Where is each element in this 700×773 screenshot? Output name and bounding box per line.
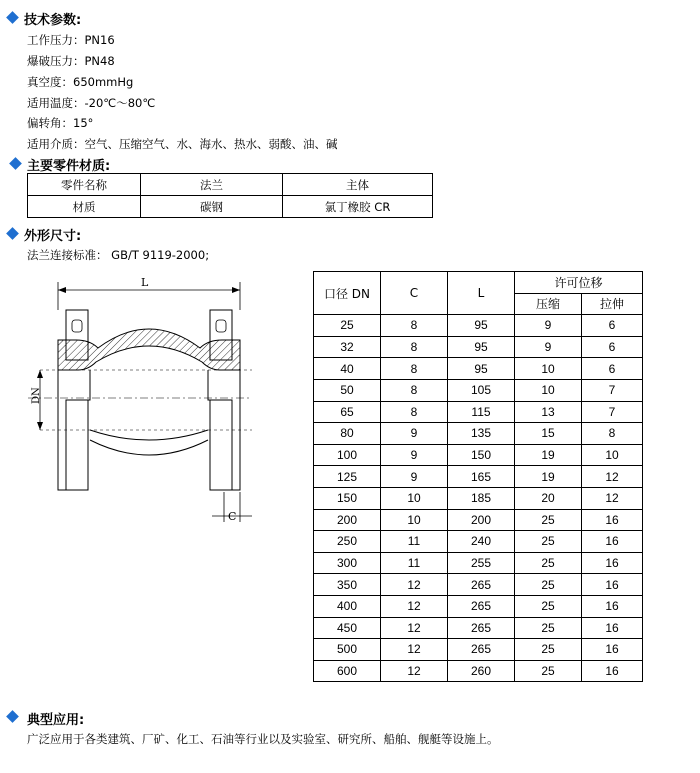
table-cell: 250	[314, 531, 381, 553]
table-row	[314, 660, 643, 682]
materials-table	[27, 173, 433, 218]
table-cell: 600	[314, 660, 381, 682]
length-label: L	[141, 276, 149, 289]
table-cell: 32	[314, 336, 381, 358]
table-cell: 12	[381, 574, 448, 596]
header-l: L	[448, 272, 515, 315]
table-cell: 8	[381, 379, 448, 401]
table-cell: 50	[314, 379, 381, 401]
table-cell: 7	[582, 401, 643, 423]
table-row	[314, 552, 643, 574]
table-row	[314, 444, 643, 466]
table-row	[314, 379, 643, 401]
table-row	[314, 617, 643, 639]
table-cell: 9	[381, 466, 448, 488]
table-cell: 20	[515, 487, 582, 509]
table-cell: 12	[381, 617, 448, 639]
table-cell: 400	[314, 595, 381, 617]
table-cell: 500	[314, 639, 381, 661]
table-cell: 法兰	[141, 174, 283, 196]
table-cell: 9	[515, 336, 582, 358]
table-row	[314, 487, 643, 509]
table-row	[314, 574, 643, 596]
table-cell: 25	[515, 639, 582, 661]
table-cell: 25	[515, 552, 582, 574]
table-cell: 265	[448, 595, 515, 617]
table-cell: 185	[448, 487, 515, 509]
bullet-diamond-icon	[6, 227, 19, 240]
table-cell: 8	[582, 423, 643, 445]
rubber-joint-drawing	[20, 270, 260, 530]
table-cell: 8	[381, 401, 448, 423]
table-cell: 19	[515, 444, 582, 466]
table-cell: 10	[381, 509, 448, 531]
applications-text: 广泛应用于各类建筑、厂矿、化工、石油等行业以及实验室、研究所、船舶、舰艇等设施上。	[27, 732, 499, 746]
table-cell: 零件名称	[28, 174, 141, 196]
table-cell: 40	[314, 358, 381, 380]
materials-heading: 主要零件材质:	[27, 159, 111, 174]
spec-line: 适用温度：-20℃～80℃	[27, 96, 156, 110]
table-cell: 8	[381, 358, 448, 380]
table-row	[314, 595, 643, 617]
table-cell: 16	[582, 509, 643, 531]
table-cell: 16	[582, 660, 643, 682]
table-cell: 12	[381, 660, 448, 682]
table-cell: 135	[448, 423, 515, 445]
dimensions-heading: 外形尺寸:	[24, 229, 82, 244]
table-cell: 25	[515, 617, 582, 639]
spec-line: 真空度：650mmHg	[27, 75, 134, 89]
table-cell: 255	[448, 552, 515, 574]
table-cell: 6	[582, 336, 643, 358]
thickness-label: C	[228, 510, 237, 523]
table-row	[314, 466, 643, 488]
table-cell: 11	[381, 552, 448, 574]
table-cell: 150	[314, 487, 381, 509]
table-cell: 265	[448, 574, 515, 596]
table-row	[28, 174, 433, 196]
table-cell: 25	[515, 509, 582, 531]
table-cell: 95	[448, 315, 515, 337]
table-cell: 25	[515, 660, 582, 682]
spec-line: 适用介质：空气、压缩空气、水、海水、热水、弱酸、油、碱	[27, 137, 338, 151]
table-cell: 主体	[283, 174, 433, 196]
table-row	[314, 336, 643, 358]
table-cell: 12	[381, 639, 448, 661]
table-row	[28, 196, 433, 218]
table-cell: 8	[381, 336, 448, 358]
table-cell: 13	[515, 401, 582, 423]
table-row	[314, 401, 643, 423]
table-cell: 240	[448, 531, 515, 553]
bullet-diamond-icon	[9, 157, 22, 170]
table-cell: 9	[381, 444, 448, 466]
table-cell: 10	[582, 444, 643, 466]
table-row	[314, 509, 643, 531]
header-dn: 口径 DN	[314, 272, 381, 315]
table-cell: 16	[582, 639, 643, 661]
table-cell: 105	[448, 379, 515, 401]
table-cell: 200	[314, 509, 381, 531]
table-cell: 150	[448, 444, 515, 466]
table-cell: 16	[582, 531, 643, 553]
table-cell: 16	[582, 595, 643, 617]
table-row	[314, 639, 643, 661]
spec-line: 偏转角：15°	[27, 116, 94, 130]
applications-heading: 典型应用:	[27, 713, 85, 728]
table-cell: 25	[515, 531, 582, 553]
table-cell: 9	[381, 423, 448, 445]
dimensions-table	[313, 271, 643, 682]
table-row	[314, 315, 643, 337]
table-cell: 80	[314, 423, 381, 445]
table-cell: 12	[381, 595, 448, 617]
table-cell: 25	[515, 574, 582, 596]
table-cell: 10	[381, 487, 448, 509]
table-cell: 125	[314, 466, 381, 488]
table-cell: 95	[448, 358, 515, 380]
table-cell: 11	[381, 531, 448, 553]
diameter-label: DN	[31, 387, 42, 404]
spec-line: 工作压力：PN16	[27, 33, 115, 47]
table-cell: 16	[582, 552, 643, 574]
table-cell: 450	[314, 617, 381, 639]
table-cell: 19	[515, 466, 582, 488]
table-cell: 15	[515, 423, 582, 445]
table-row	[314, 358, 643, 380]
table-cell: 10	[515, 358, 582, 380]
table-header-row	[314, 272, 643, 294]
header-compression: 压缩	[515, 293, 582, 315]
table-cell: 100	[314, 444, 381, 466]
table-cell: 6	[582, 358, 643, 380]
table-cell: 200	[448, 509, 515, 531]
header-c: C	[381, 272, 448, 315]
flange-standard-text: 法兰连接标准： GB/T 9119-2000;	[27, 248, 210, 262]
table-cell: 7	[582, 379, 643, 401]
table-cell: 材质	[28, 196, 141, 218]
table-cell: 16	[582, 617, 643, 639]
table-cell: 300	[314, 552, 381, 574]
table-cell: 16	[582, 574, 643, 596]
table-cell: 65	[314, 401, 381, 423]
table-cell: 12	[582, 487, 643, 509]
table-cell: 6	[582, 315, 643, 337]
bullet-diamond-icon	[6, 11, 19, 24]
table-row	[314, 531, 643, 553]
table-cell: 260	[448, 660, 515, 682]
table-cell: 8	[381, 315, 448, 337]
table-cell: 10	[515, 379, 582, 401]
table-cell: 95	[448, 336, 515, 358]
table-row	[314, 423, 643, 445]
table-cell: 350	[314, 574, 381, 596]
table-cell: 165	[448, 466, 515, 488]
table-cell: 115	[448, 401, 515, 423]
header-extension: 拉伸	[582, 293, 643, 315]
table-cell: 265	[448, 617, 515, 639]
table-cell: 12	[582, 466, 643, 488]
table-cell: 265	[448, 639, 515, 661]
table-cell: 25	[314, 315, 381, 337]
table-cell: 碳钢	[141, 196, 283, 218]
table-cell: 氯丁橡胶 CR	[283, 196, 433, 218]
specs-heading: 技术参数:	[24, 13, 82, 28]
table-cell: 9	[515, 315, 582, 337]
bullet-diamond-icon	[6, 710, 19, 723]
table-cell: 25	[515, 595, 582, 617]
spec-line: 爆破压力：PN48	[27, 54, 115, 68]
header-displacement: 许可位移	[515, 272, 643, 294]
